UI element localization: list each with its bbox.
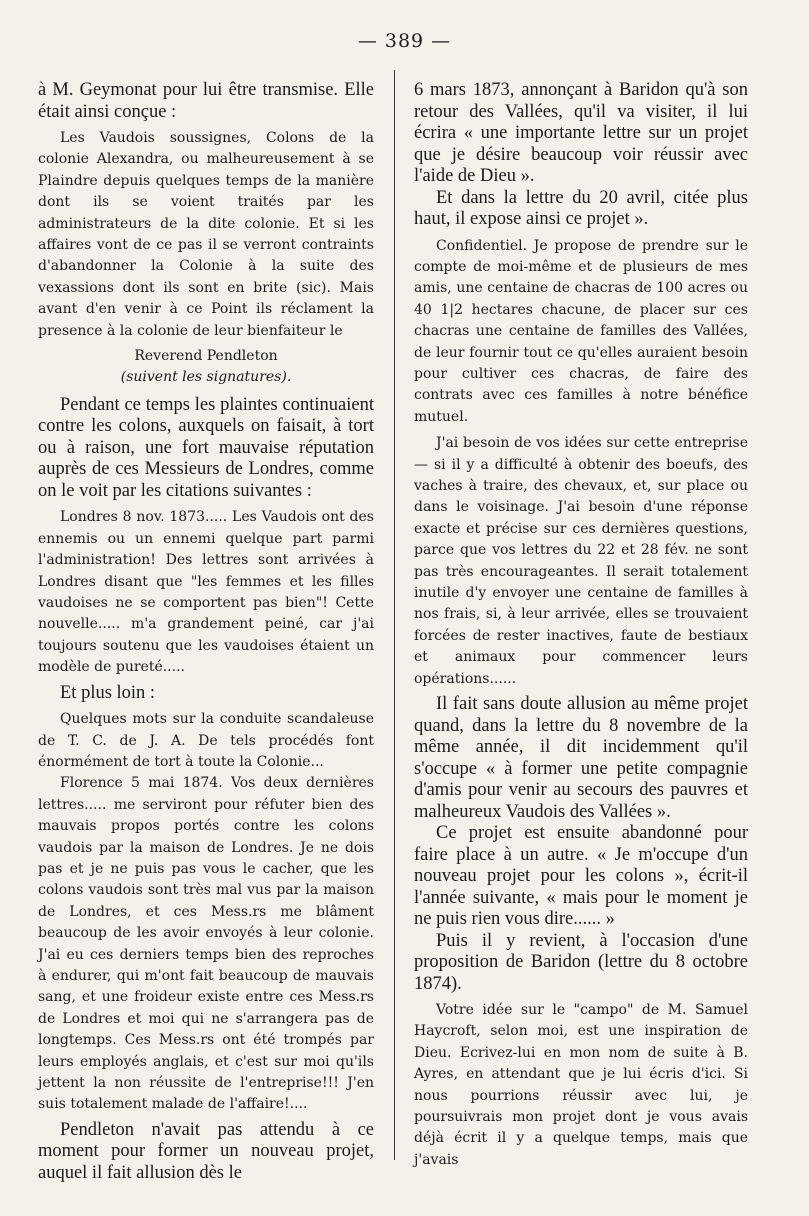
left-quote-1-signatures: (suivent les signatures).: [120, 369, 292, 386]
left-paragraph-1: à M. Geymonat pour lui être transmise. Elle était ainsi conçue :: [38, 80, 374, 122]
left-quote-2: Londres 8 nov. 1873..... Les Vaudois ont des ennemis ou un ennemi quelque part parmi l'administration! Des lettres sont arrivées à Londres disant que "les femmes et les filles vaudoises ne se comportent pas bien"! Cette nouvelle..... m'a grandement peiné, car j'ai toujours soutenu que les vaudoises étaient un modèle de pureté.....: [38, 509, 374, 676]
right-paragraph-2: Et dans la lettre du 20 avril, citée plus haut, il expose ainsi ce projet ».: [414, 187, 748, 229]
left-paragraph-3: Et plus loin :: [60, 682, 156, 703]
left-quote-3a: Quelques mots sur la conduite scandaleuse de T. C. de J. A. De tels procédés font énormément de tort à toute la Colonie...: [38, 711, 374, 770]
left-paragraph-2: Pendant ce temps les plaintes continuaient contre les colons, auxquels on faisait, à tort ou à raison, une fort mauvaise réputation auprès de ces Messieurs de Londres, comme on le voit par les citations suivantes :: [38, 394, 374, 501]
right-paragraph-3: Il fait sans doute allusion au même projet quand, dans la lettre du 8 novembre de la même année, il dit incidemment qu'il s'occupe « à former une petite compagnie d'amis pour venir au secours des pauvres et malheureux Vaudois des Vallées ».: [414, 694, 748, 822]
right-quote-2: J'ai besoin de vos idées sur cette entreprise — si il y a difficulté à obtenir des boeufs, des vaches à traire, des chevaux, et, sur place ou dans le voisinage. J'ai besoin d'une réponse exacte et précise sur ces dernières questions, parce que vos lettres du 22 et 28 fév. ne sont pas très encourageantes. Il serait totalement inutile d'y envoyer une centaine de familles à nos frais, si, à leur arrivée, elles se trouvaient forcées de rester inactives, faute de bestiaux et animaux pour commencer leurs opérations......: [414, 435, 748, 687]
right-paragraph-1: 6 mars 1873, annonçant à Baridon qu'à son retour des Vallées, qu'il va visiter, il lui écrira « une importante lettre sur un projet que je désire beaucoup voir réussir avec l'aide de Dieu ».: [414, 80, 748, 186]
left-quote-3b: Florence 5 mai 1874. Vos deux dernières lettres..... me serviront pour réfuter bien des mauvais propos portés contre les colons vaudois par la maison de Londres. Je ne dois pas et je ne puis pas vous le cacher, que les colons vaudois sont très mal vus par la maison de Londres, et ces Mess.rs me blâment beaucoup de les avoir envoyés à leur colonie. J'ai eu ces derniers temps bien des reproches à endurer, qui m'ont fait beaucoup de mauvais sang, et une froideur existe entre ces Mess.rs de Londres et moi qui ne s'arrangera pas de longtemps. Ces Mess.rs ont été trompés par leurs employés anglais, et c'est sur moi qu'ils jettent la non réussite de l'entreprise!!! J'en suis totalement malade de l'affaire!....: [38, 775, 374, 1113]
left-quote-1-signatory: Reverend Pendleton: [134, 348, 278, 365]
left-paragraph-4: Pendleton n'avait pas attendu à ce moment pour former un nouveau projet, auquel il fait allusion dès le: [38, 1119, 374, 1183]
left-quote-1: Les Vaudois soussignes, Colons de la colonie Alexandra, ou malheureusement à se Plaindre depuis quelques temps de la manière dont ils se voient traités par les administrateurs de la dite colonie. Et si les affaires vont de ce pas il se verront contraints d'abandonner la Colonie à la suite des vexassions dont ils sont en brite (sic). Mais avant d'en venir à ce Point ils réclament la presence à la colonie de leur bienfaiteur le: [38, 130, 374, 339]
right-column: [414, 80, 748, 1175]
right-paragraph-5: Puis il y revient, à l'occasion d'une proposition de Baridon (lettre du 8 octobre 1874).: [414, 930, 748, 994]
column-divider: [394, 70, 395, 1160]
page-number: — 389 —: [357, 30, 452, 52]
left-column: [38, 80, 374, 1184]
right-quote-3: Votre idée sur le "campo" de M. Samuel Haycroft, selon moi, est une inspiration de Dieu. Ecrivez-lui en mon nom de suite à B. Ayres, en attendant que je lui écris d'ici. Si nous pourrions réussir avec lui, je poursuivrais mon projet dont je vous avais déjà écrit il y a quelque temps, mais que j'avais: [414, 1002, 748, 1168]
right-paragraph-4: Ce projet est ensuite abandonné pour faire place à un autre. « Je m'occupe d'un nouveau projet pour les colons », écrit-il l'année suivante, « mais pour le moment je ne puis rien vous dire...... »: [414, 823, 748, 930]
right-quote-1: Confidentiel. Je propose de prendre sur le compte de moi-même et de plusieurs de mes amis, une centaine de chacras de 100 acres ou 40 1|2 hectares chacune, de placer sur ces chacras une centaine de familles des Vallées, de leur fournir tout ce qu'elles auraient besoin pour cultiver ces chacras, de faire des contrats avec ces familles à notre bénéfice mutuel.: [414, 237, 748, 425]
